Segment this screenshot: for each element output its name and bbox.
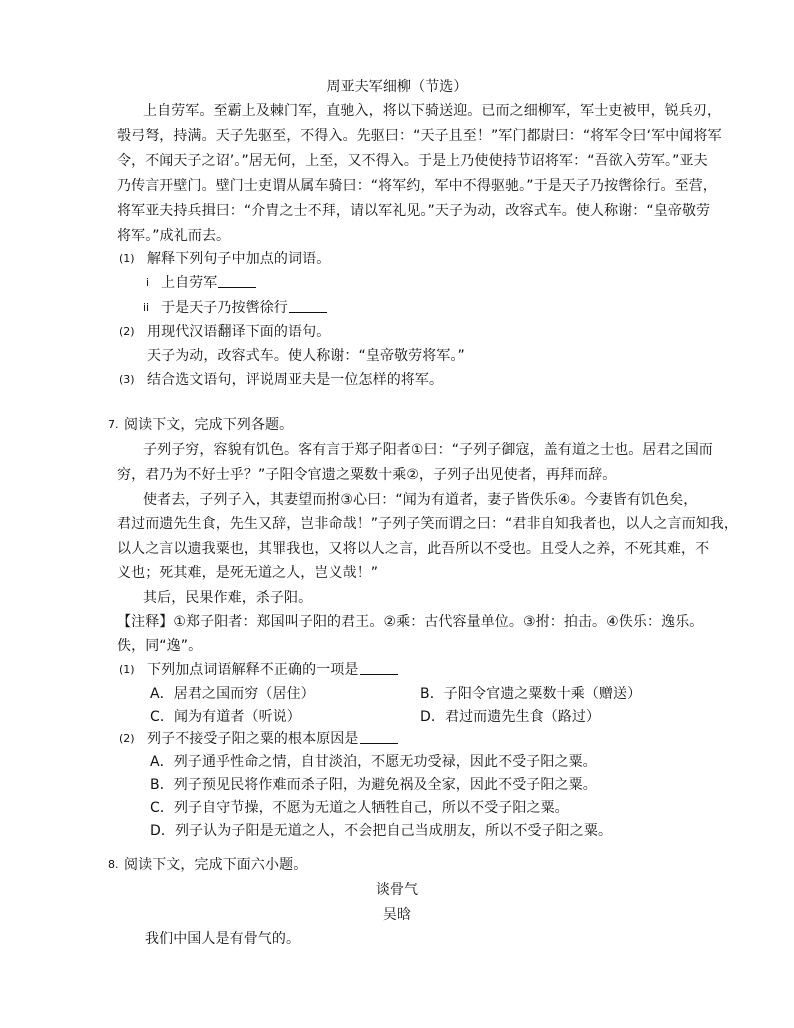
- passage-line: 将军亚夫持兵揖曰：“介胄之士不拜，请以军礼见。”天子为动，改容式车。使人称谢：“皇帝敬劳: [117, 203, 711, 219]
- article-author: 吴晗: [382, 907, 412, 923]
- sub-question: 上自劳军: [161, 273, 256, 293]
- option-b: B．列子预见民将作难而杀子阳，为避免祸及全家，因此不受子阳之粟。: [150, 777, 597, 793]
- sub-question-number: i: [146, 276, 150, 289]
- option-a: A．居君之国而穷（居住）: [150, 686, 315, 702]
- answer-blank: [218, 273, 256, 288]
- question-text: 列子不接受子阳之粟的根本原因是: [147, 729, 398, 749]
- answer-blank: [360, 729, 398, 744]
- passage-line: 将军。”成礼而去。: [117, 228, 231, 244]
- translation-sentence: 天子为动，改容式车。使人称谢：“皇帝敬劳将军。”: [147, 348, 465, 364]
- article-title: 谈骨气: [375, 882, 419, 898]
- passage-line: 子列子穷，容貌有饥色。客有言于郑子阳者①曰：“子列子御寇，盖有道之士也。居君之国而: [143, 442, 713, 458]
- option-d: D．君过而遗先生食（路过）: [420, 709, 601, 725]
- passage-line: 君过而遗先生食，先生又辞，岂非命哉！”子列子笑而谓之曰：“君非自知我者也，以人之言而知我，: [117, 516, 739, 532]
- question-number: (2): [119, 732, 135, 745]
- question-text: 解释下列句子中加点的词语。: [147, 251, 331, 267]
- passage-line: 以人之言以遗我粟也，其罪我也，又将以人之言，此吾所以不受也。且受人之养，不死其难，不: [117, 541, 710, 557]
- question-text: 结合选文语句，评说周亚夫是一位怎样的将军。: [147, 372, 444, 388]
- passage-line: 我们中国人是有骨气的。: [145, 931, 301, 947]
- question-heading: 阅读下文，完成下面六小题。: [124, 857, 308, 873]
- question-number: (1): [119, 663, 135, 676]
- option-a: A．列子通乎性命之情，自甘淡泊，不愿无功受禄，因此不受子阳之粟。: [150, 754, 597, 770]
- answer-blank: [289, 298, 327, 313]
- question-number: 7.: [108, 418, 119, 431]
- passage-line: 上自劳军。至霸上及棘门军，直驰入，将以下骑送迎。已而之细柳军，军士吏被甲，锐兵刃，: [143, 103, 722, 119]
- annotation-note: 佚，同“逸”。: [117, 638, 203, 654]
- option-c: C．闻为有道者（听说）: [150, 709, 301, 725]
- question-text: 下列加点词语解释不正确的一项是: [147, 660, 398, 680]
- sub-question-number: ii: [143, 301, 150, 314]
- answer-blank: [360, 660, 398, 675]
- passage-line: 使者去，子列子入，其妻望而拊③心曰：“闻为有道者，妻子皆佚乐④。今妻皆有饥色矣，: [143, 492, 698, 508]
- option-d: D．列子认为子阳是无道之人，不会把自己当成朋友，所以不受子阳之粟。: [150, 823, 613, 839]
- question-text: 用现代汉语翻译下面的语句。: [147, 324, 331, 340]
- question-number: (2): [119, 325, 135, 338]
- passage-line: 义也；死其难，是死无道之人，岂义哉！”: [117, 565, 379, 581]
- question-number: (1): [119, 252, 135, 265]
- option-c: C．列子自守节操，不愿为无道之人牺牲自己，所以不受子阳之粟。: [150, 800, 569, 816]
- question-heading: 阅读下文，完成下列各题。: [124, 417, 294, 433]
- passage-line: 彀弓弩，持满。天子先驱至，不得入。先驱曰：“天子且至！”军门都尉曰：“将军令曰‘军中闻将军: [117, 128, 722, 144]
- option-b: B．子阳令官遗之粟数十乘（赠送）: [420, 686, 642, 702]
- passage-line: 其后，民果作难，杀子阳。: [143, 590, 313, 606]
- passage-title: 周亚夫军细柳（节选）: [326, 79, 468, 95]
- annotation-note: 【注释】①郑子阳者：郑国叫子阳的君王。②乘：古代容量单位。③拊：拍击。④佚乐：逸乐。: [117, 614, 704, 630]
- passage-line: 穷，君乃为不好士乎？”子阳令官遗之粟数十乘②，子列子出见使者，再拜而辞。: [117, 467, 617, 483]
- question-number: (3): [119, 373, 135, 386]
- passage-line: 乃传言开壁门。壁门士吏谓从属车骑曰：“将军约，军中不得驱驰。”于是天子乃按辔徐行。至营，: [117, 178, 717, 194]
- sub-question: 于是天子乃按辔徐行: [161, 298, 327, 318]
- passage-line: 令，不闻天子之诏’。”居无何，上至，又不得入。于是上乃使使持节诏将军：“吾欲入劳军。”亚夫: [117, 153, 708, 169]
- question-number: 8.: [108, 858, 119, 871]
